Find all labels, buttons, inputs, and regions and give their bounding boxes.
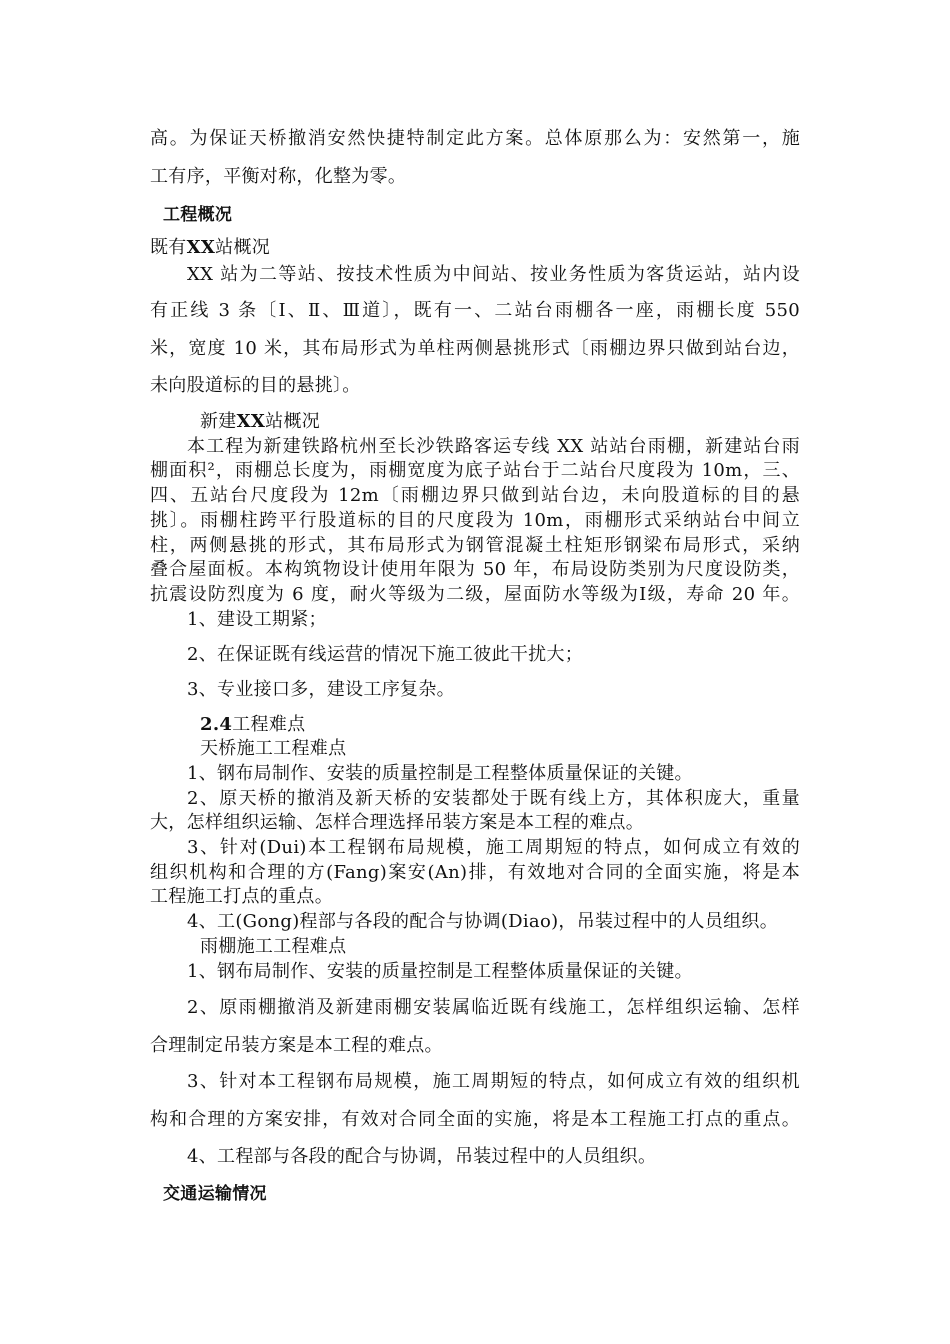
paragraph-line: 本工程为新建铁路杭州至长沙铁路客运专线 XX 站站台雨棚，新建站台雨 bbox=[187, 436, 800, 457]
paragraph-line: 挑〕。雨棚柱跨平行股道标的目的尺度段为 10m，雨棚形式采纳站台中间立 bbox=[150, 510, 800, 531]
subsection-heading: 天桥施工工程难点 bbox=[200, 738, 347, 759]
list-item: 4、工(Gong)程部与各段的配合与协调(Diao)，吊装过程中的人员组织。 bbox=[187, 911, 779, 932]
list-item: 1、钢布局制作、安装的质量控制是工程整体质量保证的关键。 bbox=[187, 961, 693, 982]
paragraph-line: 米，宽度 10 米，其布局形式为单柱两侧悬挑形式〔雨棚边界只做到站台边， bbox=[150, 338, 800, 359]
list-item: 4、工程部与各段的配合与协调，吊装过程中的人员组织。 bbox=[187, 1146, 657, 1167]
paragraph-line: 构和合理的方案安排，有效对合同全面的实施，将是本工程施工打点的重点。 bbox=[150, 1109, 800, 1130]
subsection-heading: 新建XX站概况 bbox=[200, 411, 321, 432]
paragraph-line: 高。为保证天桥撤消安然快捷特制定此方案。总体原那么为：安然第一，施 bbox=[150, 128, 800, 149]
paragraph-line: 工程施工打点的重点。 bbox=[150, 886, 333, 907]
section-heading: 工程概况 bbox=[163, 205, 233, 225]
subsection-heading: 雨棚施工工程难点 bbox=[200, 936, 347, 957]
paragraph-line: 四、五站台尺度段为 12m〔雨棚边界只做到站台边，未向股道标的目的悬 bbox=[150, 485, 800, 506]
list-item: 3、专业接口多，建设工序复杂。 bbox=[187, 679, 455, 700]
paragraph-line: 工有序，平衡对称，化整为零。 bbox=[150, 166, 407, 187]
paragraph-line: 叠合屋面板。本构筑物设计使用年限为 50 年，布局设防类别为尺度设防类， bbox=[150, 559, 800, 580]
paragraph-line: 棚面积²，雨棚总长度为，雨棚宽度为底子站台于二站台尺度段为 10m，三、 bbox=[150, 460, 800, 481]
paragraph-line: 未向股道标的目的悬挑〕。 bbox=[150, 375, 361, 396]
list-item: 1、钢布局制作、安装的质量控制是工程整体质量保证的关键。 bbox=[187, 763, 693, 784]
paragraph-line: 有正线 3 条〔Ⅰ、Ⅱ、Ⅲ道〕，既有一、二站台雨棚各一座，雨棚长度 550 bbox=[150, 300, 800, 321]
subsection-heading: 2.4工程难点 bbox=[200, 714, 306, 735]
paragraph-line: 抗震设防烈度为 6 度，耐火等级为二级，屋面防水等级为Ⅰ级，寿命 20 年。 bbox=[150, 584, 800, 605]
list-item: 3、针对本工程钢布局规模，施工周期短的特点，如何成立有效的组织机 bbox=[187, 1071, 800, 1092]
list-item: 1、建设工期紧； bbox=[187, 609, 327, 630]
paragraph-line: 柱，两侧悬挑的形式，其布局形式为钢管混凝土柱矩形钢梁布局形式，采纳 bbox=[150, 535, 800, 556]
list-item: 2、原雨棚撤消及新建雨棚安装属临近既有线施工，怎样组织运输、怎样 bbox=[187, 997, 800, 1018]
list-item: 2、原天桥的撤消及新天桥的安装都处于既有线上方，其体积庞大，重量 bbox=[187, 788, 800, 809]
paragraph-line: 组织机构和合理的方(Fang)案安(An)排，有效地对合同的全面实施，将是本 bbox=[150, 862, 800, 883]
list-item: 2、在保证既有线运营的情况下施工彼此干扰大； bbox=[187, 644, 584, 665]
section-heading: 交通运输情况 bbox=[163, 1184, 267, 1204]
paragraph-line: 合理制定吊装方案是本工程的难点。 bbox=[150, 1035, 443, 1056]
paragraph-line: XX 站为二等站、按技术性质为中间站、按业务性质为客货运站，站内设 bbox=[187, 264, 800, 285]
paragraph-line: 大，怎样组织运输、怎样合理选择吊装方案是本工程的难点。 bbox=[150, 812, 645, 833]
subsection-heading: 既有XX站概况 bbox=[150, 237, 271, 258]
list-item: 3、针对(Dui)本工程钢布局规模，施工周期短的特点，如何成立有效的 bbox=[187, 837, 800, 858]
